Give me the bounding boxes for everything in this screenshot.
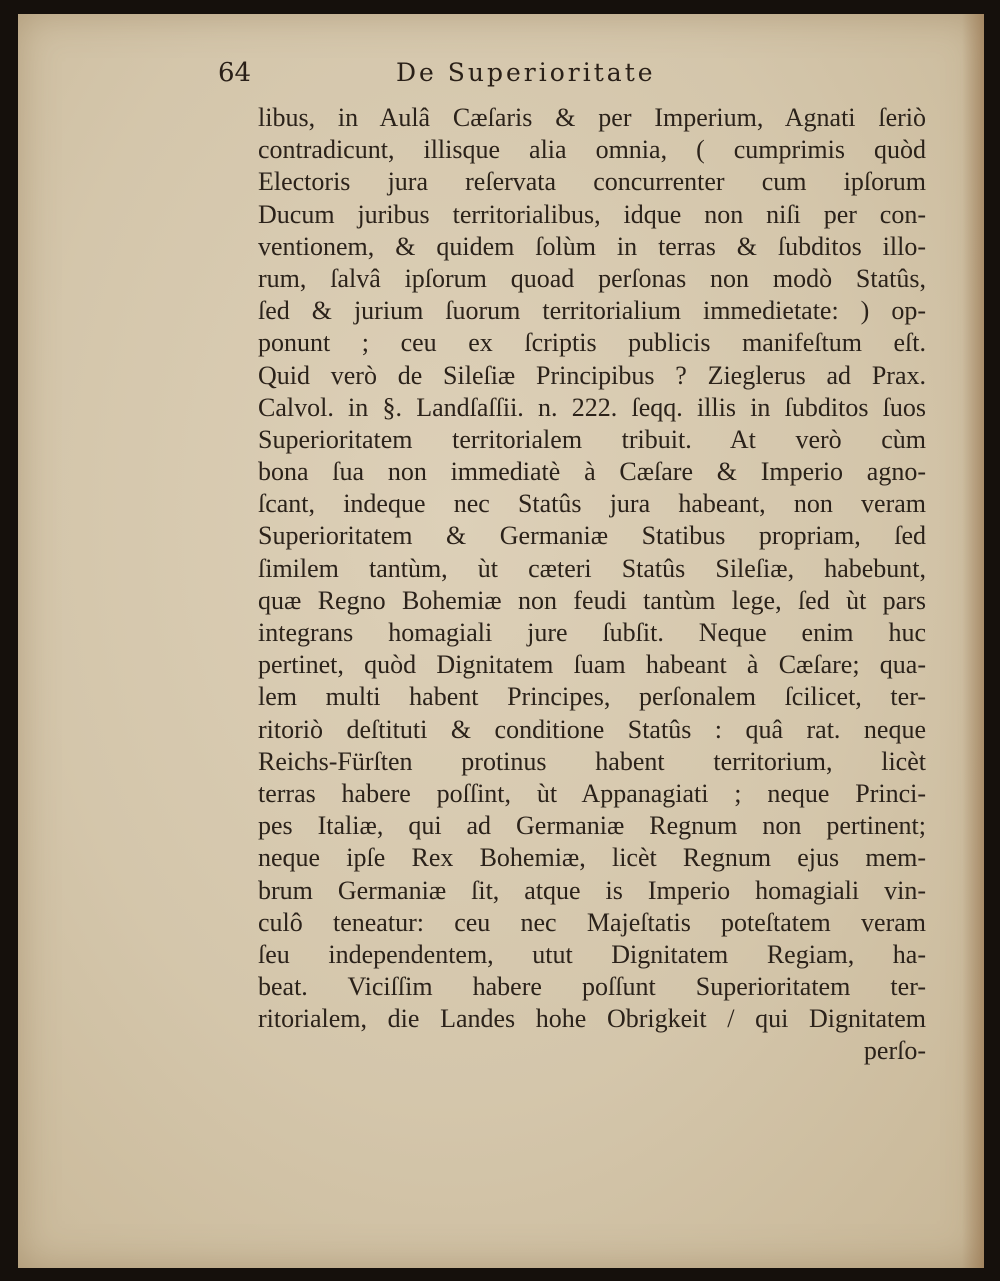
text-line: ventionem, & quidem ſolùm in terras & ſubditos illo- [258,231,926,261]
text-line: ſcant, indeque nec Statûs jura habeant, non veram [258,489,926,519]
text-line: contradicunt, illisque alia omnia, ( cumprimis quòd [258,135,926,165]
text-line: Quid verò de Sileſiæ Principibus ? Zieglerus ad Prax. [258,360,926,390]
text-line: integrans homagiali jure ſubſit. Neque enim huc [258,618,926,647]
body-text [258,102,926,1068]
text-line: ritorialem, die Landes hohe Obrigkeit / qui Dignitatem [258,1004,926,1034]
page-header [18,58,984,98]
text-line: terras habere poſſint, ùt Appanagiati ; neque Princi- [258,778,926,808]
text-line: quæ Regno Bohemiæ non feudi tantùm lege, ſed ùt pars [258,585,926,615]
text-line: ſed & jurium ſuorum territorialium immedietate: ) op- [258,296,926,326]
text-line: brum Germaniæ ſit, atque is Imperio homagiali vin- [258,875,926,905]
text-line: ritoriò deſtituti & conditione Statûs : quâ rat. neque [258,714,926,744]
text-line: Ducum juribus territorialibus, idque non niſi per con- [258,199,926,229]
text-line: Superioritatem & Germaniæ Statibus propriam, ſed [258,521,926,551]
text-line: Electoris jura reſervata concurrenter cum ipſorum [258,167,926,197]
text-line: beat. Viciſſim habere poſſunt Superioritatem ter- [258,972,926,1002]
catchword: perſo- [863,1036,926,1066]
book-page [18,14,984,1268]
text-line: ſeu independentem, utut Dignitatem Regiam, ha- [258,939,926,969]
text-line: pes Italiæ, qui ad Germaniæ Regnum non pertinent; [258,811,926,841]
text-line: ponunt ; ceu ex ſcriptis publicis manifeſtum eſt. [258,328,926,358]
text-line: culô teneatur: ceu nec Majeſtatis poteſtatem veram [258,907,926,937]
text-line: ſimilem tantùm, ùt cæteri Statûs Sileſiæ, habebunt, [258,553,926,583]
running-title: De Superioritate [396,58,656,87]
text-line: rum, ſalvâ ipſorum quoad perſonas non modò Statûs, [258,263,926,293]
text-line: neque ipſe Rex Bohemiæ, licèt Regnum ejus mem- [258,843,926,873]
text-line: pertinet, quòd Dignitatem ſuam habeant à Cæſare; qua- [258,650,926,680]
text-line: lem multi habent Principes, perſonalem ſcilicet, ter- [258,682,926,712]
text-line: Reichs-Fürſten protinus habent territorium, licèt [258,746,926,776]
text-line: bona ſua non immediatè à Cæſare & Imperio agno- [258,457,926,487]
text-line: libus, in Aulâ Cæſaris & per Imperium, Agnati ſeriò [258,103,926,132]
page-number: 64 [218,58,252,88]
page-edge-shadow [962,14,984,1268]
text-line: Calvol. in §. Landſaſſii. n. 222. ſeqq. illis in ſubditos ſuos [258,392,926,422]
text-line: Superioritatem territorialem tribuit. At verò cùm [258,424,926,454]
